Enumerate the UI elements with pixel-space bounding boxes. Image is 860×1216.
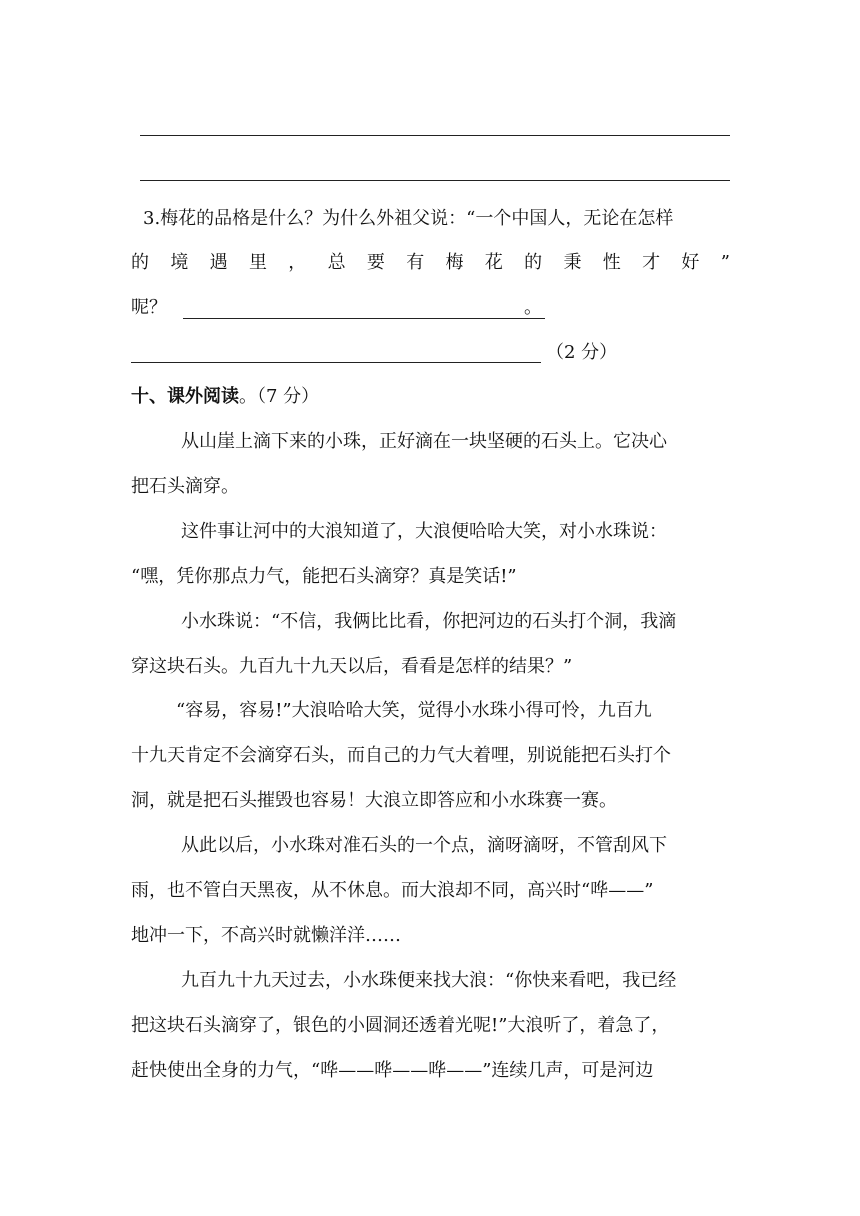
question-3-score: （2 分）	[546, 342, 618, 363]
char: 要	[366, 252, 385, 273]
question-3-line-2	[131, 252, 730, 274]
char: 梅	[445, 252, 464, 273]
passage-line: “嘿，凭你那点力气，能把石头滴穿？真是笑话!”	[131, 566, 517, 587]
passage-line: 地冲一下，不高兴时就懒洋洋……	[131, 925, 401, 946]
answer-line	[140, 180, 730, 181]
char: 秉	[563, 252, 582, 273]
passage-line: 从此以后，小水珠对准石头的一个点，滴呀滴呀，不管刮风下	[181, 835, 667, 856]
char: 境	[170, 252, 189, 273]
char: 总	[327, 252, 346, 273]
passage-line: 小水珠说：“不信，我俩比比看，你把河边的石头打个洞，我滴	[181, 611, 677, 632]
passage-line: 穿这块石头。九百九十九天以后，看看是怎样的结果？”	[131, 656, 573, 677]
passage-line: 从山崖上滴下来的小珠，正好滴在一块坚硬的石头上。它决心	[181, 431, 667, 452]
section-heading-title: 十、课外阅读	[131, 386, 239, 407]
question-3-line-1: 3.梅花的品格是什么？为什么外祖父说：“一个中国人，无论在怎样	[143, 208, 674, 229]
passage-line: “容易，容易!”大浪哈哈大笑，觉得小水珠小得可怜，九百九	[176, 700, 652, 721]
passage-line: 九百九十九天过去，小水珠便来找大浪：“你快来看吧，我已经	[181, 970, 677, 991]
char: 有	[406, 252, 425, 273]
char: 的	[131, 252, 149, 273]
char: ”	[720, 252, 730, 273]
char: 里	[248, 252, 267, 273]
answer-blank	[183, 318, 545, 319]
char: 的	[524, 252, 543, 273]
passage-line: 雨，也不管白天黑夜，从不休息。而大浪却不同，高兴时“哗——”	[131, 880, 654, 901]
passage-line: 把这块石头滴穿了，银色的小圆洞还透着光呢!”大浪听了，着急了，	[131, 1015, 670, 1036]
section-heading-score: 。（7 分）	[239, 386, 320, 407]
char: 好	[681, 252, 700, 273]
char: 花	[484, 252, 503, 273]
question-3-line-3-prefix: 呢？	[131, 297, 167, 318]
passage-line: 十九天肯定不会滴穿石头，而自己的力气大着哩，别说能把石头打个	[131, 745, 671, 766]
answer-blank	[131, 362, 541, 363]
passage-line: 把石头滴穿。	[131, 476, 239, 497]
passage-line: 赶快使出全身的力气，“哗——哗——哗——”连续几声，可是河边	[131, 1060, 654, 1081]
passage-line: 这件事让河中的大浪知道了，大浪便哈哈大笑，对小水珠说：	[181, 521, 667, 542]
char: ，	[288, 252, 307, 273]
answer-period: 。	[524, 297, 542, 318]
char: 才	[642, 252, 661, 273]
answer-line	[140, 135, 730, 136]
char: 性	[602, 252, 621, 273]
passage-line: 洞，就是把石头摧毁也容易！大浪立即答应和小水珠赛一赛。	[131, 790, 617, 811]
section-heading	[131, 386, 319, 408]
char: 遇	[209, 252, 228, 273]
